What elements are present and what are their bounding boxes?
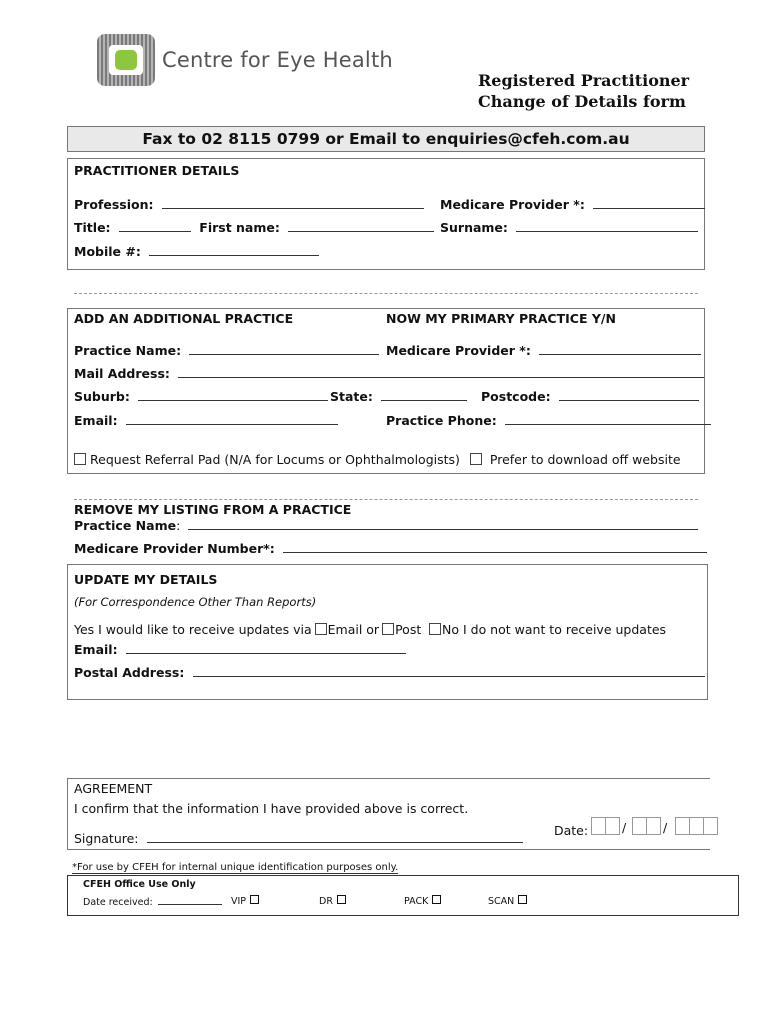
no-updates-checkbox[interactable] [429,623,441,635]
signature-label: Signature: [74,831,139,846]
postal-address-label: Postal Address: [74,665,185,680]
title-line-2: Change of Details form [478,92,686,111]
date-box[interactable] [591,817,606,835]
surname-label: Surname: [440,220,508,235]
date-box[interactable] [632,817,647,835]
update-yes-text: Yes I would like to receive updates via [74,622,312,637]
post-option-label: Post [395,622,422,637]
title-field[interactable] [119,219,191,232]
date-box[interactable] [646,817,661,835]
first-name-label: First name: [199,220,280,235]
remove-colon: : [176,518,181,533]
postal-address-field[interactable] [193,664,705,677]
postcode-field[interactable] [559,388,699,401]
vip-label: VIP [231,896,247,907]
update-email-field[interactable] [126,641,406,654]
scan-label: SCAN [488,896,515,907]
profession-label: Profession: [74,197,154,212]
date-box[interactable] [605,817,620,835]
title-line-1: Registered Practitioner [478,71,690,90]
dr-checkbox[interactable] [337,895,346,904]
email-label: Email: [74,413,118,428]
additional-heading: ADD AN ADDITIONAL PRACTICE [74,311,294,326]
mobile-label: Mobile #: [74,244,141,259]
vip-checkbox[interactable] [250,895,259,904]
mail-address-label: Mail Address: [74,366,170,381]
practice-phone-label: Practice Phone: [386,413,497,428]
dr-label: DR [319,896,333,907]
surname-field[interactable] [516,219,698,232]
remove-medicare-label: Medicare Provider Number*: [74,541,275,556]
mobile-field[interactable] [149,243,319,256]
agreement-left-border [67,778,68,850]
footer-note: *For use by CFEH for internal unique identification purposes only. [72,862,399,873]
agreement-heading: AGREEMENT [74,781,153,796]
state-field[interactable] [381,388,467,401]
first-name-field[interactable] [288,219,434,232]
post-option-checkbox[interactable] [382,623,394,635]
form-title [478,70,689,112]
remove-heading: REMOVE MY LISTING FROM A PRACTICE [74,502,352,517]
referral-pad-checkbox[interactable] [74,453,86,465]
date-slash: / [622,820,627,835]
practice-phone-field[interactable] [505,412,711,425]
signature-field[interactable] [147,830,523,843]
suburb-field[interactable] [138,388,328,401]
mail-address-field[interactable] [178,365,704,378]
medicare-field[interactable] [593,196,705,209]
suburb-label: Suburb: [74,389,130,404]
email-field[interactable] [126,412,338,425]
update-heading: UPDATE MY DETAILS [74,572,218,587]
date-label: Date: [554,823,589,838]
divider [74,293,698,294]
scan-checkbox[interactable] [518,895,527,904]
date-slash: / [663,820,668,835]
email-option-label: Email or [327,622,380,637]
pack-label: PACK [404,896,429,907]
remove-medicare-field[interactable] [283,540,707,553]
logo-text: Centre for Eye Health [162,48,393,72]
practice-medicare-label: Medicare Provider *: [386,343,531,358]
agreement-text: I confirm that the information I have provided above is correct. [74,801,469,816]
practice-name-label: Practice Name: [74,343,182,358]
agreement-top-line [67,778,710,779]
office-use-heading: CFEH Office Use Only [83,879,196,890]
practice-medicare-field[interactable] [539,342,701,355]
date-box[interactable] [675,817,690,835]
practice-name-field[interactable] [189,342,379,355]
date-box[interactable] [703,817,718,835]
fax-email-bar: Fax to 02 8115 0799 or Email to enquiries@cfeh.com.au [67,126,705,152]
no-updates-label: No I do not want to receive updates [442,622,667,637]
title-label: Title: [74,220,111,235]
profession-field[interactable] [162,196,424,209]
download-checkbox[interactable] [470,453,482,465]
pack-checkbox[interactable] [432,895,441,904]
update-subheading: (For Correspondence Other Than Reports) [74,595,317,609]
remove-practice-name-label: Practice Name [74,518,177,533]
email-option-checkbox[interactable] [315,623,327,635]
agreement-bottom-line [67,849,710,850]
date-received-label: Date received: [83,897,153,908]
date-box[interactable] [689,817,704,835]
download-label: Prefer to download off website [489,452,681,467]
postcode-label: Postcode: [481,389,551,404]
divider [74,499,698,500]
practitioner-heading: PRACTITIONER DETAILS [74,163,240,178]
cfeh-logo [97,34,155,86]
medicare-label: Medicare Provider *: [440,197,585,212]
state-label: State: [330,389,373,404]
update-email-label: Email: [74,642,118,657]
remove-practice-name-field[interactable] [188,517,698,530]
referral-pad-label: Request Referral Pad (N/A for Locums or Ophthalmologists) [90,452,460,467]
primary-practice-yn: NOW MY PRIMARY PRACTICE Y/N [386,311,616,326]
date-received-field[interactable] [158,896,222,905]
